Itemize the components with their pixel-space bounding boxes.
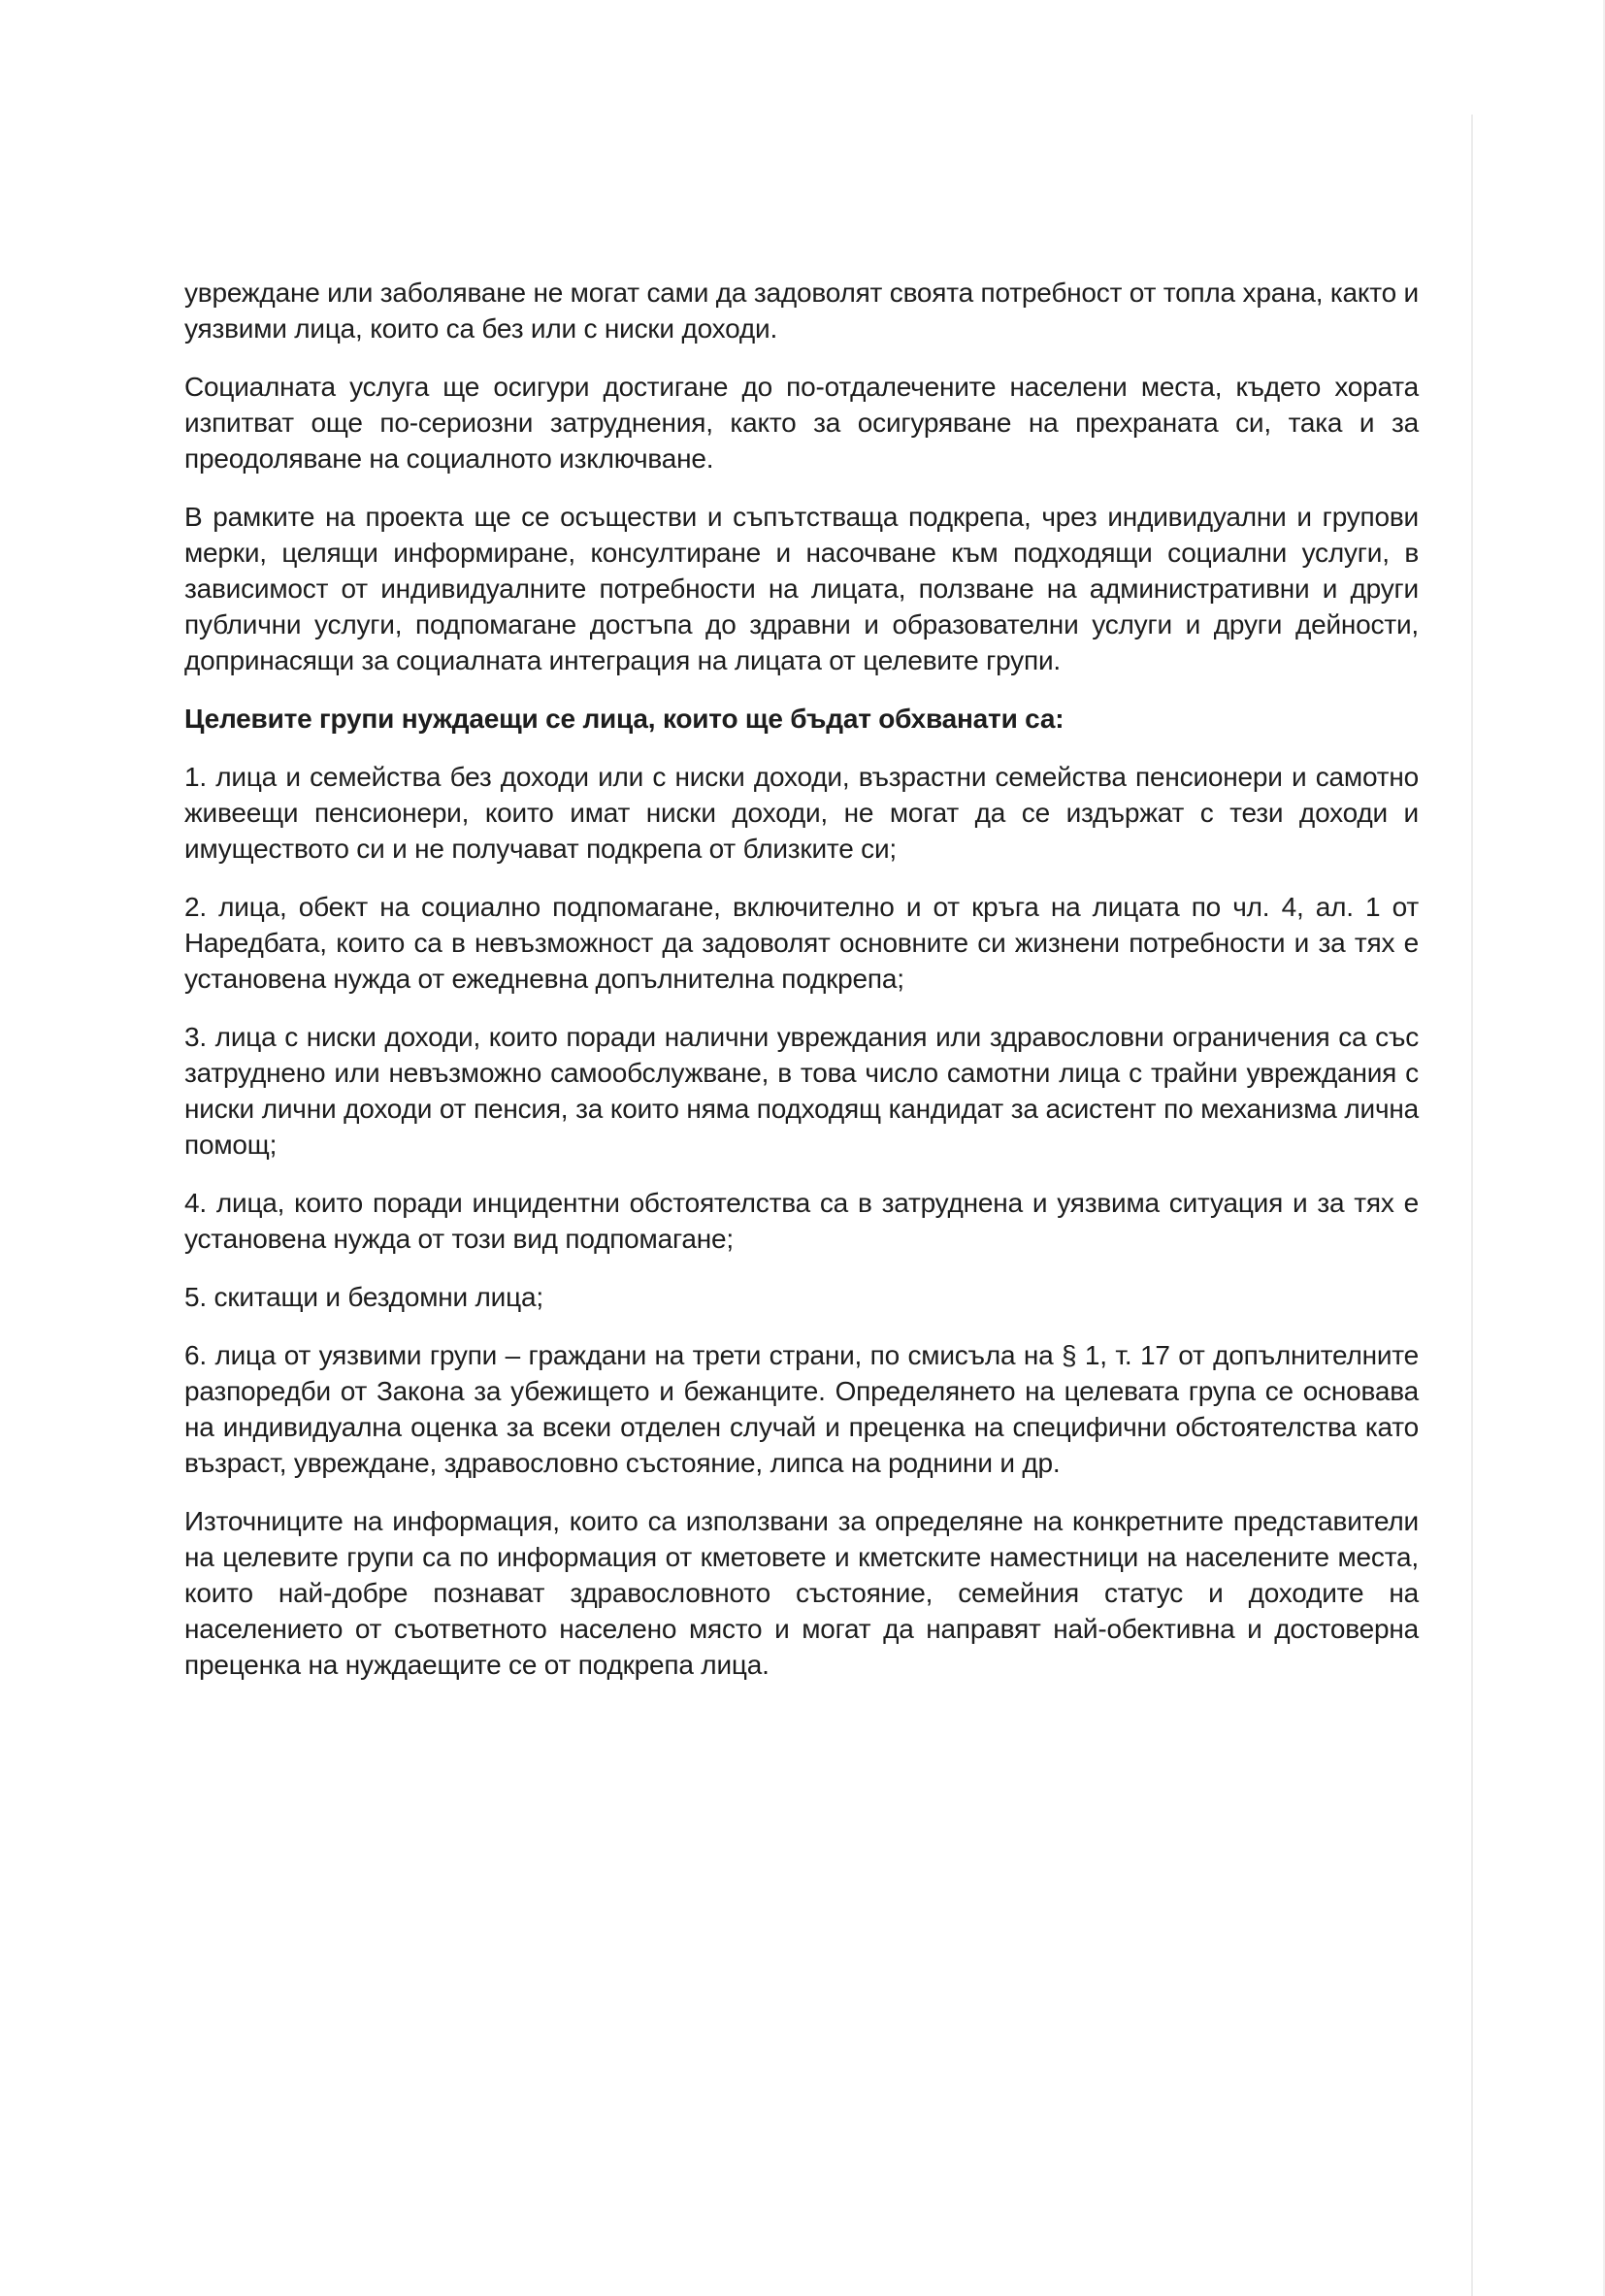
paragraph-intro-continuation: увреждане или заболяване не могат сами да задоволят своята потребност от топла храна, както и уязвими лица, които са без или с ниски доходи.: [184, 278, 1419, 344]
paragraph-information-sources: Източниците на информация, които са използвани за определяне на конкретните представители на целевите групи са по информация от кметовете и кметските наместници на населените места, които най-добре познават здравословното състояние, семейния статус и доходите на населението от съответното населено място и могат да направят най-обективна и достоверна преценка на нуждаещите се от подкрепа лица.: [184, 1506, 1419, 1680]
list-item-5: 5. скитащи и бездомни лица;: [184, 1282, 543, 1312]
list-item-4: 4. лица, които поради инцидентни обстоятелства са в затруднена и уязвима ситуация и за тях е установена нужда от този вид подпомагане;: [184, 1188, 1419, 1254]
document-content: [184, 275, 1419, 1705]
list-item-1: 1. лица и семейства без доходи или с ниски доходи, възрастни семейства пенсионери и самотно живеещи пенсионери, които имат ниски доходи, не могат да се издържат с тези доходи и имуществото си и не получават подкрепа от близките си;: [184, 762, 1419, 864]
list-item-6: 6. лица от уязвими групи – граждани на трети страни, по смисъла на § 1, т. 17 от допълнителните разпоредби от Закона за убежището и бежанците. Определянето на целевата група се основава на индивидуална оценка за всеки отделен случай и преценка на специфични обстоятелства като възраст, увреждане, здравословно състояние, липса на роднини и др.: [184, 1340, 1419, 1478]
list-item-3: 3. лица с ниски доходи, които поради налични увреждания или здравословни ограничения са със затруднено или невъзможно самообслужване, в това число самотни лица с трайни увреждания с ниски лични доходи от пенсия, за които няма подходящ кандидат за асистент по механизма лична помощ;: [184, 1022, 1419, 1160]
paragraph-social-service: Социалната услуга ще осигури достигане до по-отдалечените населени места, където хората изпитват още по-сериозни затруднения, както за осигуряване на прехраната си, така и за преодоляване на социалното изключване.: [184, 372, 1419, 474]
paragraph-project-support: В рамките на проекта ще се осъществи и съпътстваща подкрепа, чрез индивидуални и групови мерки, целящи информиране, консултиране и насочване към подходящи социални услуги, в зависимост от индивидуалните потребности на лицата, ползване на административни и други публични услуги, подпомагане достъпа до здравни и образователни услуги и други дейности, допринасящи за социалната интеграция на лицата от целевите групи.: [184, 502, 1419, 675]
section-heading-target-groups: Целевите групи нуждаещи се лица, които ще бъдат обхванати са:: [184, 704, 1065, 734]
list-item-2: 2. лица, обект на социално подпомагане, включително и от кръга на лицата по чл. 4, ал. 1 от Наредбата, които са в невъзможност да задоволят основните си жизнени потребности и за тях е установена нужда от ежедневна допълнителна подкрепа;: [184, 892, 1419, 994]
scan-page-edge-line: [1471, 115, 1473, 2296]
